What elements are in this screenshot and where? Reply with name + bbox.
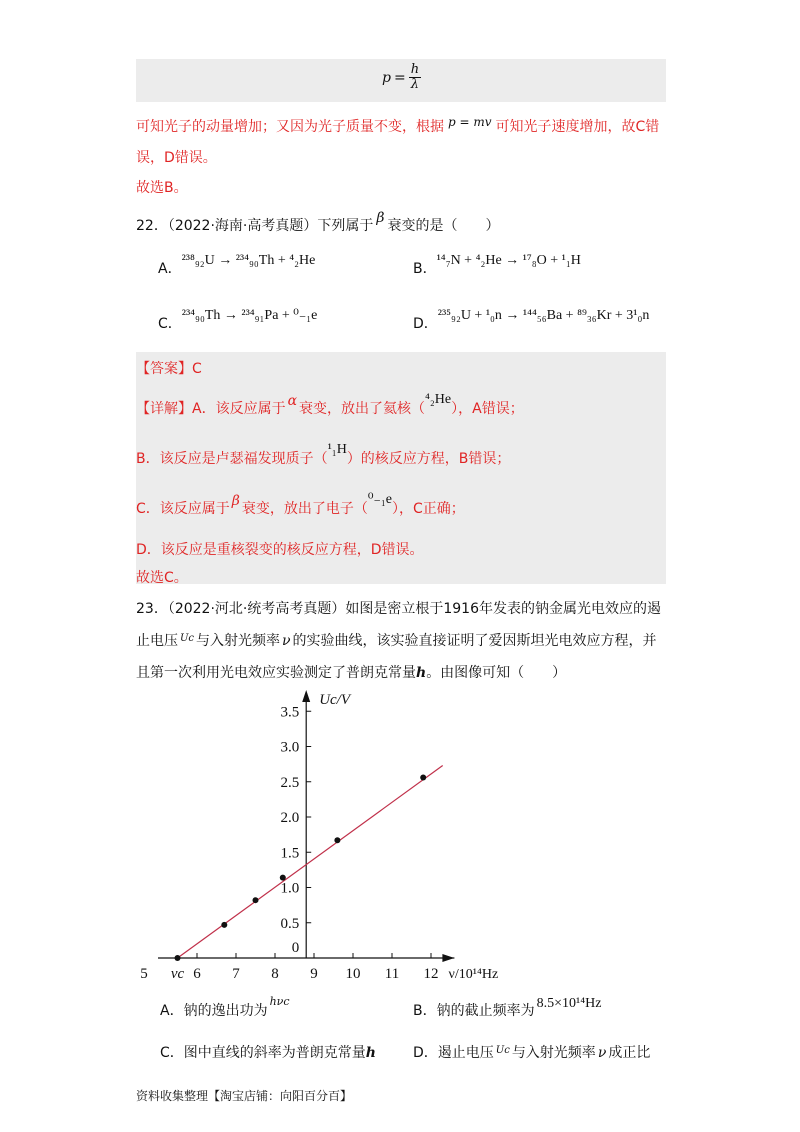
option-equation: ¹⁴₇N + ⁴₂He → ¹⁷₈O + ¹₁H <box>436 253 581 268</box>
uc-symbol: Uc <box>495 1045 510 1056</box>
fraction-numerator: h <box>410 62 420 77</box>
formula-fraction <box>409 63 421 92</box>
formula-lhs: p <box>382 69 391 86</box>
y-tick-label: 2.5 <box>280 774 300 791</box>
option-label: C． <box>158 316 182 332</box>
beta-symbol: β <box>376 210 385 226</box>
y-axis-arrow <box>302 690 310 702</box>
answer-line <box>136 358 202 378</box>
option-equation: ²³⁵₉₂U + ¹₀n → ¹⁴⁴₅₆Ba + ⁸⁹₃₆Kr + 3¹₀n <box>437 308 650 323</box>
detail-line-b: B．该反应是卢瑟福发现质子（¹₁H）的核反应方程，B错误； <box>136 442 511 467</box>
explanation-line-1: 可知光子的动量增加；又因为光子质量不变，根据 p = mv 可知光子速度增加，故C错 <box>136 115 660 135</box>
answer-value: C <box>192 361 202 377</box>
x-tick-label: 9 <box>310 966 318 980</box>
x-axis-arrow <box>442 954 454 962</box>
x-tick-label: 7 <box>232 966 240 980</box>
h-symbol: h <box>365 1045 376 1061</box>
electron-symbol: ⁰₋₁e <box>367 492 392 507</box>
detail-line-c: C．该反应属于 β 衰变，放出了电子（⁰₋₁e），C正确； <box>136 492 465 517</box>
option-23-b[interactable]: B．钠的截止频率为 8.5×10¹⁴Hz <box>413 996 602 1019</box>
question-23-line-3: 且第一次利用光电效应实验测定了普朗克常量h。由图像可知（ ） <box>136 665 567 681</box>
option-label: A． <box>158 261 182 277</box>
x-tick-label: 8 <box>271 966 279 980</box>
nu-symbol: ν <box>282 633 291 649</box>
detail-label: 【详解】 <box>136 401 192 417</box>
x-tick-label: 10 <box>345 966 361 980</box>
question-22-stem: 22．（2022·海南·高考真题）下列属于 β 衰变的是（ ） <box>136 210 500 234</box>
y-axis-label: Uc/V <box>319 692 351 708</box>
option-23-d[interactable]: D．遏止电压 $^{Uc}$ 与入射光频率 ν 成正比 <box>413 1045 651 1061</box>
data-point <box>334 837 340 843</box>
data-point <box>221 922 227 928</box>
conclusion-b: 故选B。 <box>136 180 188 196</box>
detail-line-a: 【详解】A．该反应属于 α 衰变，放出了氦核（⁴₂He），A错误； <box>136 392 524 417</box>
y-tick-label: 3.0 <box>280 739 300 756</box>
footer-text: 资料收集整理【淘宝店铺：向阳百分百】 <box>136 1089 353 1103</box>
inline-formula-pmv: p = mv <box>448 115 492 129</box>
fit-line <box>178 766 443 958</box>
option-23-c[interactable]: C．图中直线的斜率为普朗克常量h <box>160 1045 376 1061</box>
nu-symbol: ν <box>597 1045 607 1061</box>
option-equation: ²³⁴₉₀Th → ²³⁴₉₁Pa + ⁰₋₁e <box>181 308 318 323</box>
y-tick-label: 0.5 <box>280 915 300 932</box>
cutoff-frequency-value: 8.5×10¹⁴Hz <box>536 996 602 1011</box>
formula-block <box>136 59 666 102</box>
conclusion-c: 故选C。 <box>136 570 188 586</box>
option-22-d[interactable] <box>413 308 650 333</box>
x-tick-label-nuc: νc <box>170 966 185 980</box>
data-point <box>175 955 181 961</box>
h-symbol: h <box>416 665 427 681</box>
question-source: （2022·海南·高考真题） <box>167 218 318 234</box>
y-tick-label: 2.0 <box>280 810 300 826</box>
data-point <box>420 775 426 781</box>
answer-label: 【答案】 <box>136 361 192 377</box>
question-source: （2022·河北·统考高考真题） <box>167 601 346 617</box>
x-tick-label: 6 <box>193 966 201 980</box>
option-label: D． <box>413 316 438 332</box>
option-22-a[interactable] <box>158 253 316 278</box>
question-number: 23． <box>136 601 168 617</box>
option-22-b[interactable] <box>413 253 581 278</box>
uc-symbol: Uc <box>180 633 195 644</box>
option-label: B． <box>413 261 437 277</box>
question-number: 22． <box>136 218 168 234</box>
photoelectric-chart <box>120 680 500 980</box>
work-function-formula: hνc <box>269 995 290 1008</box>
helium-nucleus: ⁴₂He <box>425 392 452 407</box>
y-tick-label: 1.5 <box>280 845 300 862</box>
fraction-denominator: λ <box>410 77 420 92</box>
x-tick-label: 5 <box>140 966 148 980</box>
explanation-line-2: 误，D错误。 <box>136 150 217 166</box>
formula-eq: = <box>393 69 406 86</box>
data-point <box>280 875 286 881</box>
option-22-c[interactable] <box>158 308 318 333</box>
proton-symbol: ¹₁H <box>327 442 347 457</box>
alpha-symbol: α <box>287 393 298 409</box>
question-23-line-1: 23．（2022·河北·统考高考真题）如图是密立根于1916年发表的钠金属光电效应的遏 <box>136 601 661 617</box>
momentum-formula <box>382 63 421 92</box>
y-tick-label: 3.5 <box>280 704 300 721</box>
option-23-a[interactable]: A．钠的逸出功为$^{h\nu c}$ <box>160 995 290 1019</box>
option-equation: ²³⁸₉₂U → ²³⁴₉₀Th + ⁴₂He <box>181 253 316 268</box>
y-tick-label: 1.0 <box>280 880 300 897</box>
data-point <box>253 897 259 903</box>
y-tick-label: 0 <box>291 940 300 956</box>
beta-symbol: β <box>231 493 240 509</box>
x-tick-label: 11 <box>384 966 400 980</box>
x-tick-label: 12 <box>423 966 439 980</box>
question-23-line-2: 止电压 $^{Uc}$ 与入射光频率 ν 的实验曲线，该实验直接证明了爱因斯坦光电效应方程，并 <box>136 633 657 649</box>
detail-line-d: D．该反应是重核裂变的核反应方程，D错误。 <box>136 542 424 558</box>
x-axis-label: ν/10¹⁴Hz <box>448 967 499 980</box>
